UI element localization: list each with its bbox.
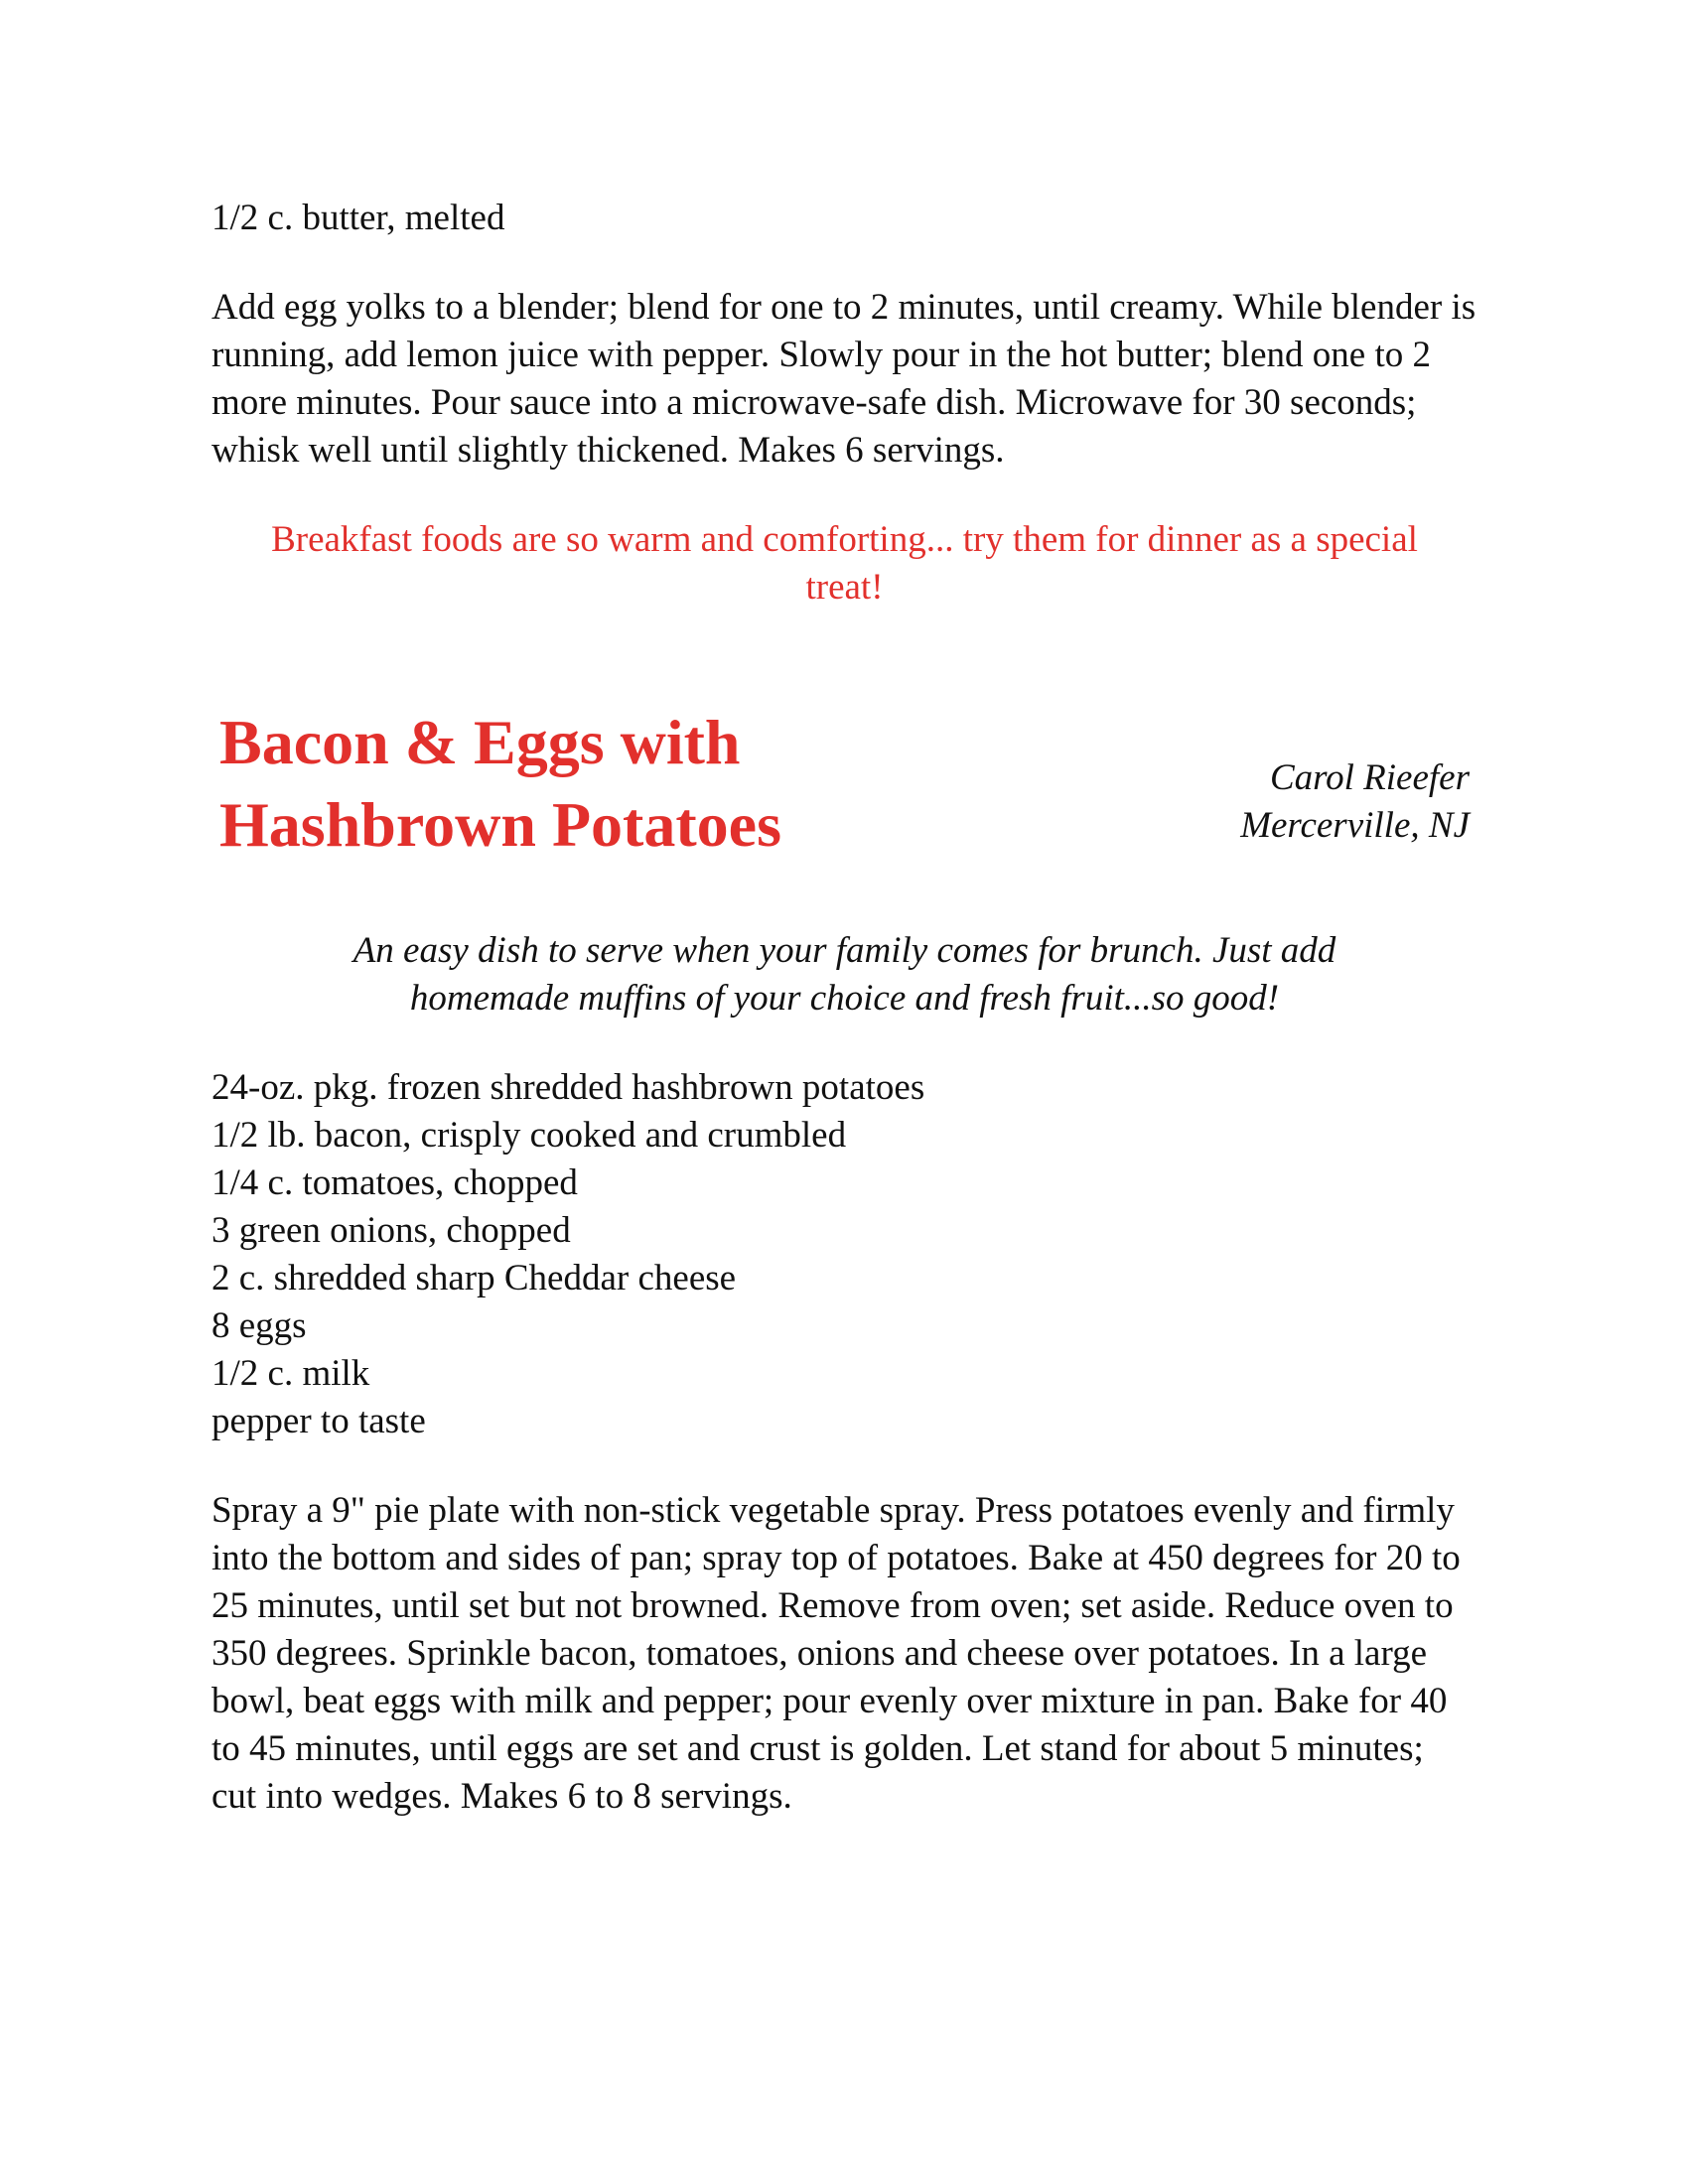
ingredient-item: pepper to taste — [211, 1401, 426, 1441]
recipe-page — [211, 195, 1477, 1821]
tip-text: Breakfast foods are so warm and comforting... try them for dinner as a special treat! — [271, 519, 1418, 608]
ingredient-list — [211, 1064, 1477, 1445]
author-name: Carol Rieefer — [1269, 757, 1470, 798]
ingredient-item: 2 c. shredded sharp Cheddar cheese — [211, 1258, 737, 1298]
ingredient-item: 1/2 lb. bacon, crisply cooked and crumbled — [211, 1115, 847, 1156]
previous-ingredient: 1/2 c. butter, melted — [211, 198, 505, 238]
recipe-directions: Spray a 9" pie plate with non-stick vegetable spray. Press potatoes evenly and firmly into the bottom and sides of pan; spray top of potatoes. Bake at 450 degrees for 20 to 25 minutes, until set but not browned. Remove from oven; set aside. Reduce oven to 350 degrees. Sprinkle bacon, tomatoes, onions and cheese over potatoes. In a large bowl, beat eggs with milk and pepper; pour evenly over mixture in pan. Bake for 40 to 45 minutes, until eggs are set and crust is golden. Let stand for about 5 minutes; cut into wedges. Makes 6 to 8 servings. — [211, 1490, 1461, 1817]
recipe-author — [1240, 754, 1470, 850]
ingredient-item: 8 eggs — [211, 1305, 307, 1346]
recipe-title — [219, 701, 974, 866]
recipe-intro: An easy dish to serve when your family comes for brunch. Just add homemade muffins of your choice and fresh fruit...so good! — [352, 930, 1336, 1019]
previous-directions: Add egg yolks to a blender; blend for one to 2 minutes, until creamy. While blender is running, add lemon juice with pepper. Slowly pour in the hot butter; blend one to 2 more minutes. Pour sauce into a microwave-safe dish. Microwave for 30 seconds; whisk well until slightly thickened. Makes 6 servings. — [211, 287, 1477, 471]
author-location: Mercerville, NJ — [1240, 805, 1470, 846]
ingredient-item: 24-oz. pkg. frozen shredded hashbrown potatoes — [211, 1067, 925, 1108]
recipe-title-line1: Bacon & Eggs with — [219, 707, 741, 777]
ingredient-item: 1/4 c. tomatoes, chopped — [211, 1162, 578, 1203]
recipe-header — [211, 701, 1477, 870]
ingredient-item: 1/2 c. milk — [211, 1353, 370, 1394]
recipe-title-line2: Hashbrown Potatoes — [219, 789, 781, 860]
ingredient-item: 3 green onions, chopped — [211, 1210, 571, 1251]
